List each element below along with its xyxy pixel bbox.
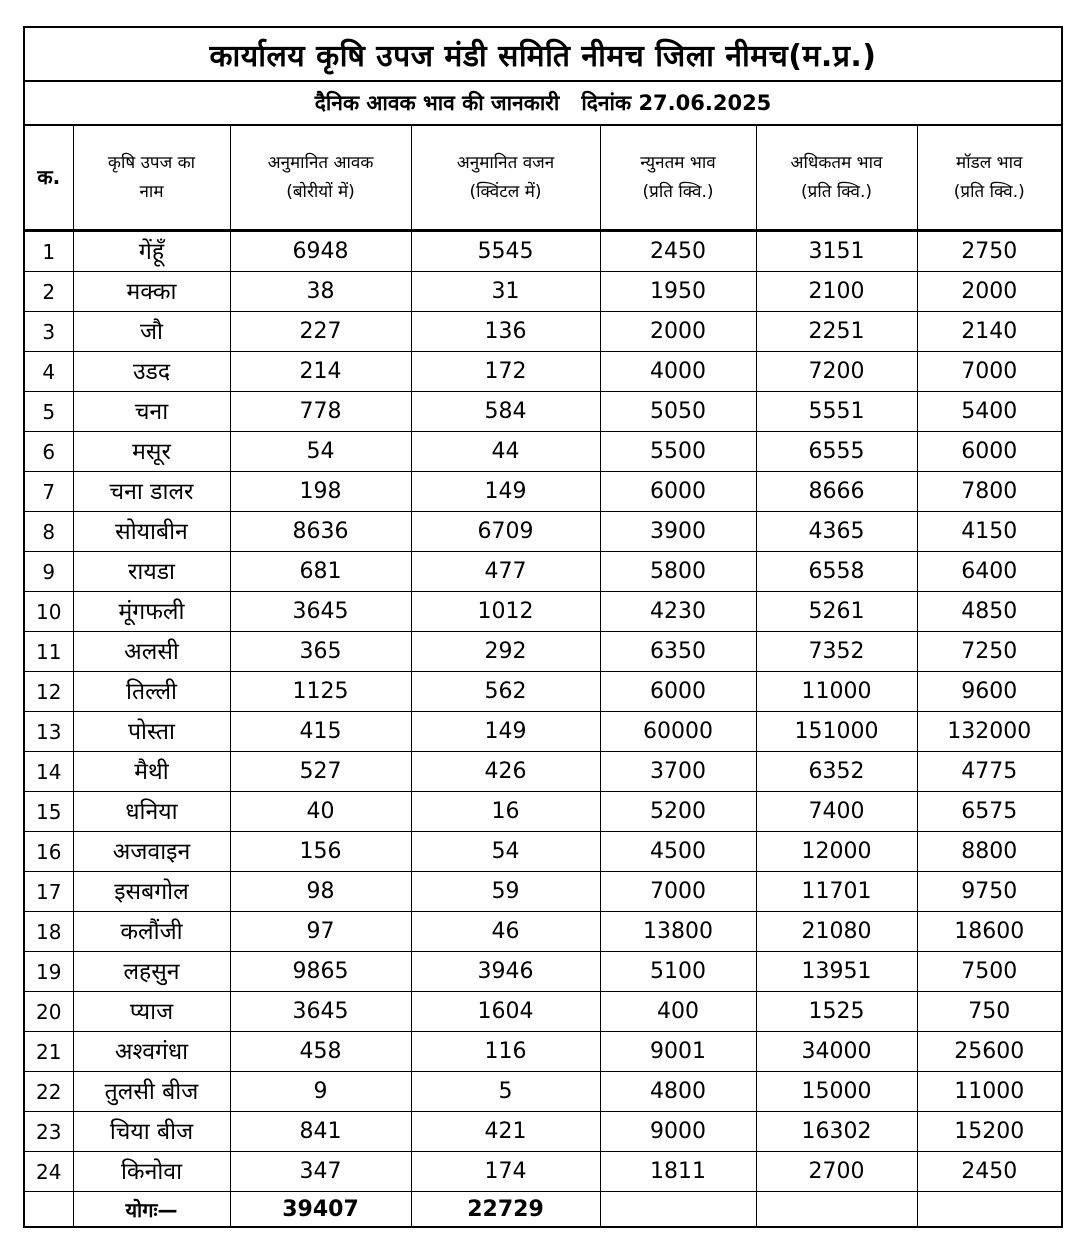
header-min-price-line2: (प्रति क्वि.) bbox=[642, 181, 714, 202]
modal-price-cell: 18600 bbox=[917, 912, 1061, 952]
arrival-bags-cell: 1125 bbox=[230, 672, 411, 712]
modal-price-cell: 2450 bbox=[917, 1152, 1061, 1192]
min-price-cell: 2450 bbox=[600, 231, 756, 272]
min-price-cell: 1811 bbox=[600, 1152, 756, 1192]
arrival-bags-cell: 778 bbox=[230, 392, 411, 432]
total-empty-cell bbox=[756, 1192, 917, 1227]
max-price-cell: 34000 bbox=[756, 1032, 917, 1072]
serial-cell: 3 bbox=[25, 312, 73, 352]
serial-cell: 9 bbox=[25, 552, 73, 592]
weight-cell: 54 bbox=[411, 832, 600, 872]
min-price-cell: 4000 bbox=[600, 352, 756, 392]
table-row bbox=[25, 272, 1061, 312]
table-row bbox=[25, 432, 1061, 472]
serial-cell: 6 bbox=[25, 432, 73, 472]
crop-name-cell: गेंहूँ bbox=[73, 231, 230, 272]
crop-name-cell: तुलसी बीज bbox=[73, 1072, 230, 1112]
arrival-bags-cell: 214 bbox=[230, 352, 411, 392]
table-row bbox=[25, 1072, 1061, 1112]
total-label: योगः— bbox=[73, 1192, 230, 1227]
min-price-cell: 7000 bbox=[600, 872, 756, 912]
serial-cell: 4 bbox=[25, 352, 73, 392]
table-row bbox=[25, 632, 1061, 672]
arrival-bags-cell: 841 bbox=[230, 1112, 411, 1152]
modal-price-cell: 4150 bbox=[917, 512, 1061, 552]
table-row bbox=[25, 832, 1061, 872]
max-price-cell: 4365 bbox=[756, 512, 917, 552]
max-price-cell: 8666 bbox=[756, 472, 917, 512]
max-price-cell: 2100 bbox=[756, 272, 917, 312]
table-header-row bbox=[25, 126, 1061, 231]
modal-price-cell: 4850 bbox=[917, 592, 1061, 632]
weight-cell: 172 bbox=[411, 352, 600, 392]
table-row bbox=[25, 512, 1061, 552]
weight-cell: 44 bbox=[411, 432, 600, 472]
min-price-cell: 2000 bbox=[600, 312, 756, 352]
min-price-cell: 3700 bbox=[600, 752, 756, 792]
header-crop-name bbox=[73, 126, 230, 231]
modal-price-cell: 11000 bbox=[917, 1072, 1061, 1112]
min-price-cell: 5800 bbox=[600, 552, 756, 592]
max-price-cell: 7400 bbox=[756, 792, 917, 832]
modal-price-cell: 2750 bbox=[917, 231, 1061, 272]
max-price-cell: 11000 bbox=[756, 672, 917, 712]
serial-cell: 5 bbox=[25, 392, 73, 432]
weight-cell: 426 bbox=[411, 752, 600, 792]
max-price-cell: 15000 bbox=[756, 1072, 917, 1112]
arrival-bags-cell: 415 bbox=[230, 712, 411, 752]
min-price-cell: 4500 bbox=[600, 832, 756, 872]
arrival-bags-cell: 98 bbox=[230, 872, 411, 912]
arrival-bags-cell: 54 bbox=[230, 432, 411, 472]
weight-cell: 46 bbox=[411, 912, 600, 952]
weight-cell: 5545 bbox=[411, 231, 600, 272]
crop-name-cell: किनोवा bbox=[73, 1152, 230, 1192]
header-crop-name-line1: कृषि उपज का bbox=[107, 152, 196, 173]
table-row bbox=[25, 912, 1061, 952]
crop-name-cell: रायडा bbox=[73, 552, 230, 592]
header-max-price-line1: अधिकतम भाव bbox=[790, 152, 883, 173]
arrival-bags-cell: 9 bbox=[230, 1072, 411, 1112]
max-price-cell: 7352 bbox=[756, 632, 917, 672]
arrival-bags-cell: 40 bbox=[230, 792, 411, 832]
modal-price-cell: 8800 bbox=[917, 832, 1061, 872]
crop-name-cell: अश्वगंधा bbox=[73, 1032, 230, 1072]
min-price-cell: 6350 bbox=[600, 632, 756, 672]
crop-name-cell: उडद bbox=[73, 352, 230, 392]
max-price-cell: 6558 bbox=[756, 552, 917, 592]
serial-cell: 13 bbox=[25, 712, 73, 752]
modal-price-cell: 15200 bbox=[917, 1112, 1061, 1152]
serial-cell: 19 bbox=[25, 952, 73, 992]
header-crop-name-line2: नाम bbox=[139, 181, 164, 202]
header-weight bbox=[411, 126, 600, 231]
header-min-price bbox=[600, 126, 756, 231]
min-price-cell: 3900 bbox=[600, 512, 756, 552]
arrival-bags-cell: 365 bbox=[230, 632, 411, 672]
table-row bbox=[25, 472, 1061, 512]
total-empty-cell bbox=[600, 1192, 756, 1227]
modal-price-cell: 7500 bbox=[917, 952, 1061, 992]
serial-cell: 8 bbox=[25, 512, 73, 552]
min-price-cell: 4230 bbox=[600, 592, 756, 632]
arrival-bags-cell: 9865 bbox=[230, 952, 411, 992]
header-serial: क. bbox=[25, 126, 73, 231]
weight-cell: 116 bbox=[411, 1032, 600, 1072]
min-price-cell: 6000 bbox=[600, 472, 756, 512]
serial-cell: 11 bbox=[25, 632, 73, 672]
min-price-cell: 9001 bbox=[600, 1032, 756, 1072]
max-price-cell: 2251 bbox=[756, 312, 917, 352]
serial-cell: 17 bbox=[25, 872, 73, 912]
max-price-cell: 6555 bbox=[756, 432, 917, 472]
header-weight-line1: अनुमानित वजन bbox=[456, 152, 555, 173]
arrival-bags-cell: 97 bbox=[230, 912, 411, 952]
crop-name-cell: चना bbox=[73, 392, 230, 432]
crop-name-cell: चिया बीज bbox=[73, 1112, 230, 1152]
serial-cell: 20 bbox=[25, 992, 73, 1032]
max-price-cell: 13951 bbox=[756, 952, 917, 992]
max-price-cell: 5551 bbox=[756, 392, 917, 432]
crop-name-cell: सोयाबीन bbox=[73, 512, 230, 552]
weight-cell: 59 bbox=[411, 872, 600, 912]
arrival-bags-cell: 347 bbox=[230, 1152, 411, 1192]
report-date: 27.06.2025 bbox=[638, 91, 772, 115]
weight-cell: 136 bbox=[411, 312, 600, 352]
weight-cell: 477 bbox=[411, 552, 600, 592]
total-serial-cell bbox=[25, 1192, 73, 1227]
table-row bbox=[25, 992, 1061, 1032]
max-price-cell: 3151 bbox=[756, 231, 917, 272]
max-price-cell: 12000 bbox=[756, 832, 917, 872]
arrival-bags-cell: 198 bbox=[230, 472, 411, 512]
arrival-price-sheet bbox=[23, 26, 1063, 1228]
crop-name-cell: मसूर bbox=[73, 432, 230, 472]
serial-cell: 21 bbox=[25, 1032, 73, 1072]
modal-price-cell: 132000 bbox=[917, 712, 1061, 752]
modal-price-cell: 2140 bbox=[917, 312, 1061, 352]
header-weight-line2: (क्विंटल में) bbox=[469, 181, 542, 202]
max-price-cell: 2700 bbox=[756, 1152, 917, 1192]
crop-name-cell: जौ bbox=[73, 312, 230, 352]
serial-cell: 2 bbox=[25, 272, 73, 312]
modal-price-cell: 7000 bbox=[917, 352, 1061, 392]
table-row bbox=[25, 712, 1061, 752]
max-price-cell: 16302 bbox=[756, 1112, 917, 1152]
table-row bbox=[25, 1112, 1061, 1152]
crop-name-cell: मूंगफली bbox=[73, 592, 230, 632]
weight-cell: 149 bbox=[411, 472, 600, 512]
crop-name-cell: अलसी bbox=[73, 632, 230, 672]
serial-cell: 1 bbox=[25, 231, 73, 272]
header-modal-price-line1: मॉडल भाव bbox=[956, 152, 1023, 173]
table-row bbox=[25, 1032, 1061, 1072]
arrival-bags-cell: 3645 bbox=[230, 592, 411, 632]
modal-price-cell: 5400 bbox=[917, 392, 1061, 432]
crop-name-cell: इसबगोल bbox=[73, 872, 230, 912]
weight-cell: 562 bbox=[411, 672, 600, 712]
crop-name-cell: प्याज bbox=[73, 992, 230, 1032]
weight-cell: 174 bbox=[411, 1152, 600, 1192]
crop-name-cell: पोस्ता bbox=[73, 712, 230, 752]
price-table bbox=[25, 126, 1061, 1226]
report-subtitle bbox=[25, 82, 1061, 126]
arrival-bags-cell: 681 bbox=[230, 552, 411, 592]
min-price-cell: 5500 bbox=[600, 432, 756, 472]
arrival-bags-cell: 8636 bbox=[230, 512, 411, 552]
table-row bbox=[25, 1152, 1061, 1192]
header-modal-price bbox=[917, 126, 1061, 231]
modal-price-cell: 6400 bbox=[917, 552, 1061, 592]
serial-cell: 14 bbox=[25, 752, 73, 792]
modal-price-cell: 2000 bbox=[917, 272, 1061, 312]
crop-name-cell: चना डालर bbox=[73, 472, 230, 512]
subtitle-text: दैनिक आवक भाव की जानकारी bbox=[314, 91, 560, 115]
weight-cell: 421 bbox=[411, 1112, 600, 1152]
header-max-price bbox=[756, 126, 917, 231]
weight-cell: 149 bbox=[411, 712, 600, 752]
modal-price-cell: 25600 bbox=[917, 1032, 1061, 1072]
serial-cell: 15 bbox=[25, 792, 73, 832]
table-row bbox=[25, 752, 1061, 792]
weight-cell: 3946 bbox=[411, 952, 600, 992]
table-row bbox=[25, 872, 1061, 912]
serial-cell: 24 bbox=[25, 1152, 73, 1192]
crop-name-cell: मक्का bbox=[73, 272, 230, 312]
total-bags: 39407 bbox=[230, 1192, 411, 1227]
max-price-cell: 5261 bbox=[756, 592, 917, 632]
table-row bbox=[25, 392, 1061, 432]
weight-cell: 16 bbox=[411, 792, 600, 832]
min-price-cell: 5050 bbox=[600, 392, 756, 432]
modal-price-cell: 7250 bbox=[917, 632, 1061, 672]
table-row bbox=[25, 672, 1061, 712]
min-price-cell: 60000 bbox=[600, 712, 756, 752]
arrival-bags-cell: 527 bbox=[230, 752, 411, 792]
min-price-cell: 4800 bbox=[600, 1072, 756, 1112]
modal-price-cell: 750 bbox=[917, 992, 1061, 1032]
serial-cell: 16 bbox=[25, 832, 73, 872]
header-arrival-bags bbox=[230, 126, 411, 231]
serial-cell: 18 bbox=[25, 912, 73, 952]
crop-name-cell: धनिया bbox=[73, 792, 230, 832]
header-arrival-bags-line1: अनुमानित आवक bbox=[267, 152, 374, 173]
arrival-bags-cell: 156 bbox=[230, 832, 411, 872]
table-row bbox=[25, 792, 1061, 832]
arrival-bags-cell: 3645 bbox=[230, 992, 411, 1032]
date-label: दिनांक bbox=[581, 91, 632, 115]
min-price-cell: 5100 bbox=[600, 952, 756, 992]
header-modal-price-line2: (प्रति क्वि.) bbox=[953, 181, 1025, 202]
crop-name-cell: मैथी bbox=[73, 752, 230, 792]
table-row bbox=[25, 352, 1061, 392]
weight-cell: 31 bbox=[411, 272, 600, 312]
header-max-price-line2: (प्रति क्वि.) bbox=[801, 181, 872, 202]
total-empty-cell bbox=[917, 1192, 1061, 1227]
total-weight: 22729 bbox=[411, 1192, 600, 1227]
modal-price-cell: 9750 bbox=[917, 872, 1061, 912]
arrival-bags-cell: 458 bbox=[230, 1032, 411, 1072]
weight-cell: 292 bbox=[411, 632, 600, 672]
serial-cell: 10 bbox=[25, 592, 73, 632]
table-row bbox=[25, 552, 1061, 592]
crop-name-cell: तिल्ली bbox=[73, 672, 230, 712]
weight-cell: 1012 bbox=[411, 592, 600, 632]
serial-cell: 22 bbox=[25, 1072, 73, 1112]
modal-price-cell: 9600 bbox=[917, 672, 1061, 712]
serial-cell: 12 bbox=[25, 672, 73, 712]
table-row bbox=[25, 312, 1061, 352]
table-row bbox=[25, 592, 1061, 632]
weight-cell: 5 bbox=[411, 1072, 600, 1112]
modal-price-cell: 6000 bbox=[917, 432, 1061, 472]
page-title: कार्यालय कृषि उपज मंडी समिति नीमच जिला नीमच(म.प्र.) bbox=[25, 28, 1061, 82]
weight-cell: 584 bbox=[411, 392, 600, 432]
header-min-price-line1: न्युनतम भाव bbox=[640, 152, 716, 173]
min-price-cell: 13800 bbox=[600, 912, 756, 952]
table-row bbox=[25, 231, 1061, 272]
max-price-cell: 11701 bbox=[756, 872, 917, 912]
table-row bbox=[25, 952, 1061, 992]
arrival-bags-cell: 227 bbox=[230, 312, 411, 352]
modal-price-cell: 4775 bbox=[917, 752, 1061, 792]
min-price-cell: 5200 bbox=[600, 792, 756, 832]
weight-cell: 6709 bbox=[411, 512, 600, 552]
arrival-bags-cell: 38 bbox=[230, 272, 411, 312]
modal-price-cell: 7800 bbox=[917, 472, 1061, 512]
min-price-cell: 400 bbox=[600, 992, 756, 1032]
min-price-cell: 9000 bbox=[600, 1112, 756, 1152]
serial-cell: 23 bbox=[25, 1112, 73, 1152]
crop-name-cell: लहसुन bbox=[73, 952, 230, 992]
max-price-cell: 1525 bbox=[756, 992, 917, 1032]
crop-name-cell: कलौंजी bbox=[73, 912, 230, 952]
max-price-cell: 7200 bbox=[756, 352, 917, 392]
max-price-cell: 6352 bbox=[756, 752, 917, 792]
weight-cell: 1604 bbox=[411, 992, 600, 1032]
serial-cell: 7 bbox=[25, 472, 73, 512]
modal-price-cell: 6575 bbox=[917, 792, 1061, 832]
crop-name-cell: अजवाइन bbox=[73, 832, 230, 872]
min-price-cell: 6000 bbox=[600, 672, 756, 712]
header-arrival-bags-line2: (बोरीयों में) bbox=[286, 181, 355, 202]
min-price-cell: 1950 bbox=[600, 272, 756, 312]
max-price-cell: 21080 bbox=[756, 912, 917, 952]
max-price-cell: 151000 bbox=[756, 712, 917, 752]
total-row bbox=[25, 1192, 1061, 1227]
arrival-bags-cell: 6948 bbox=[230, 231, 411, 272]
